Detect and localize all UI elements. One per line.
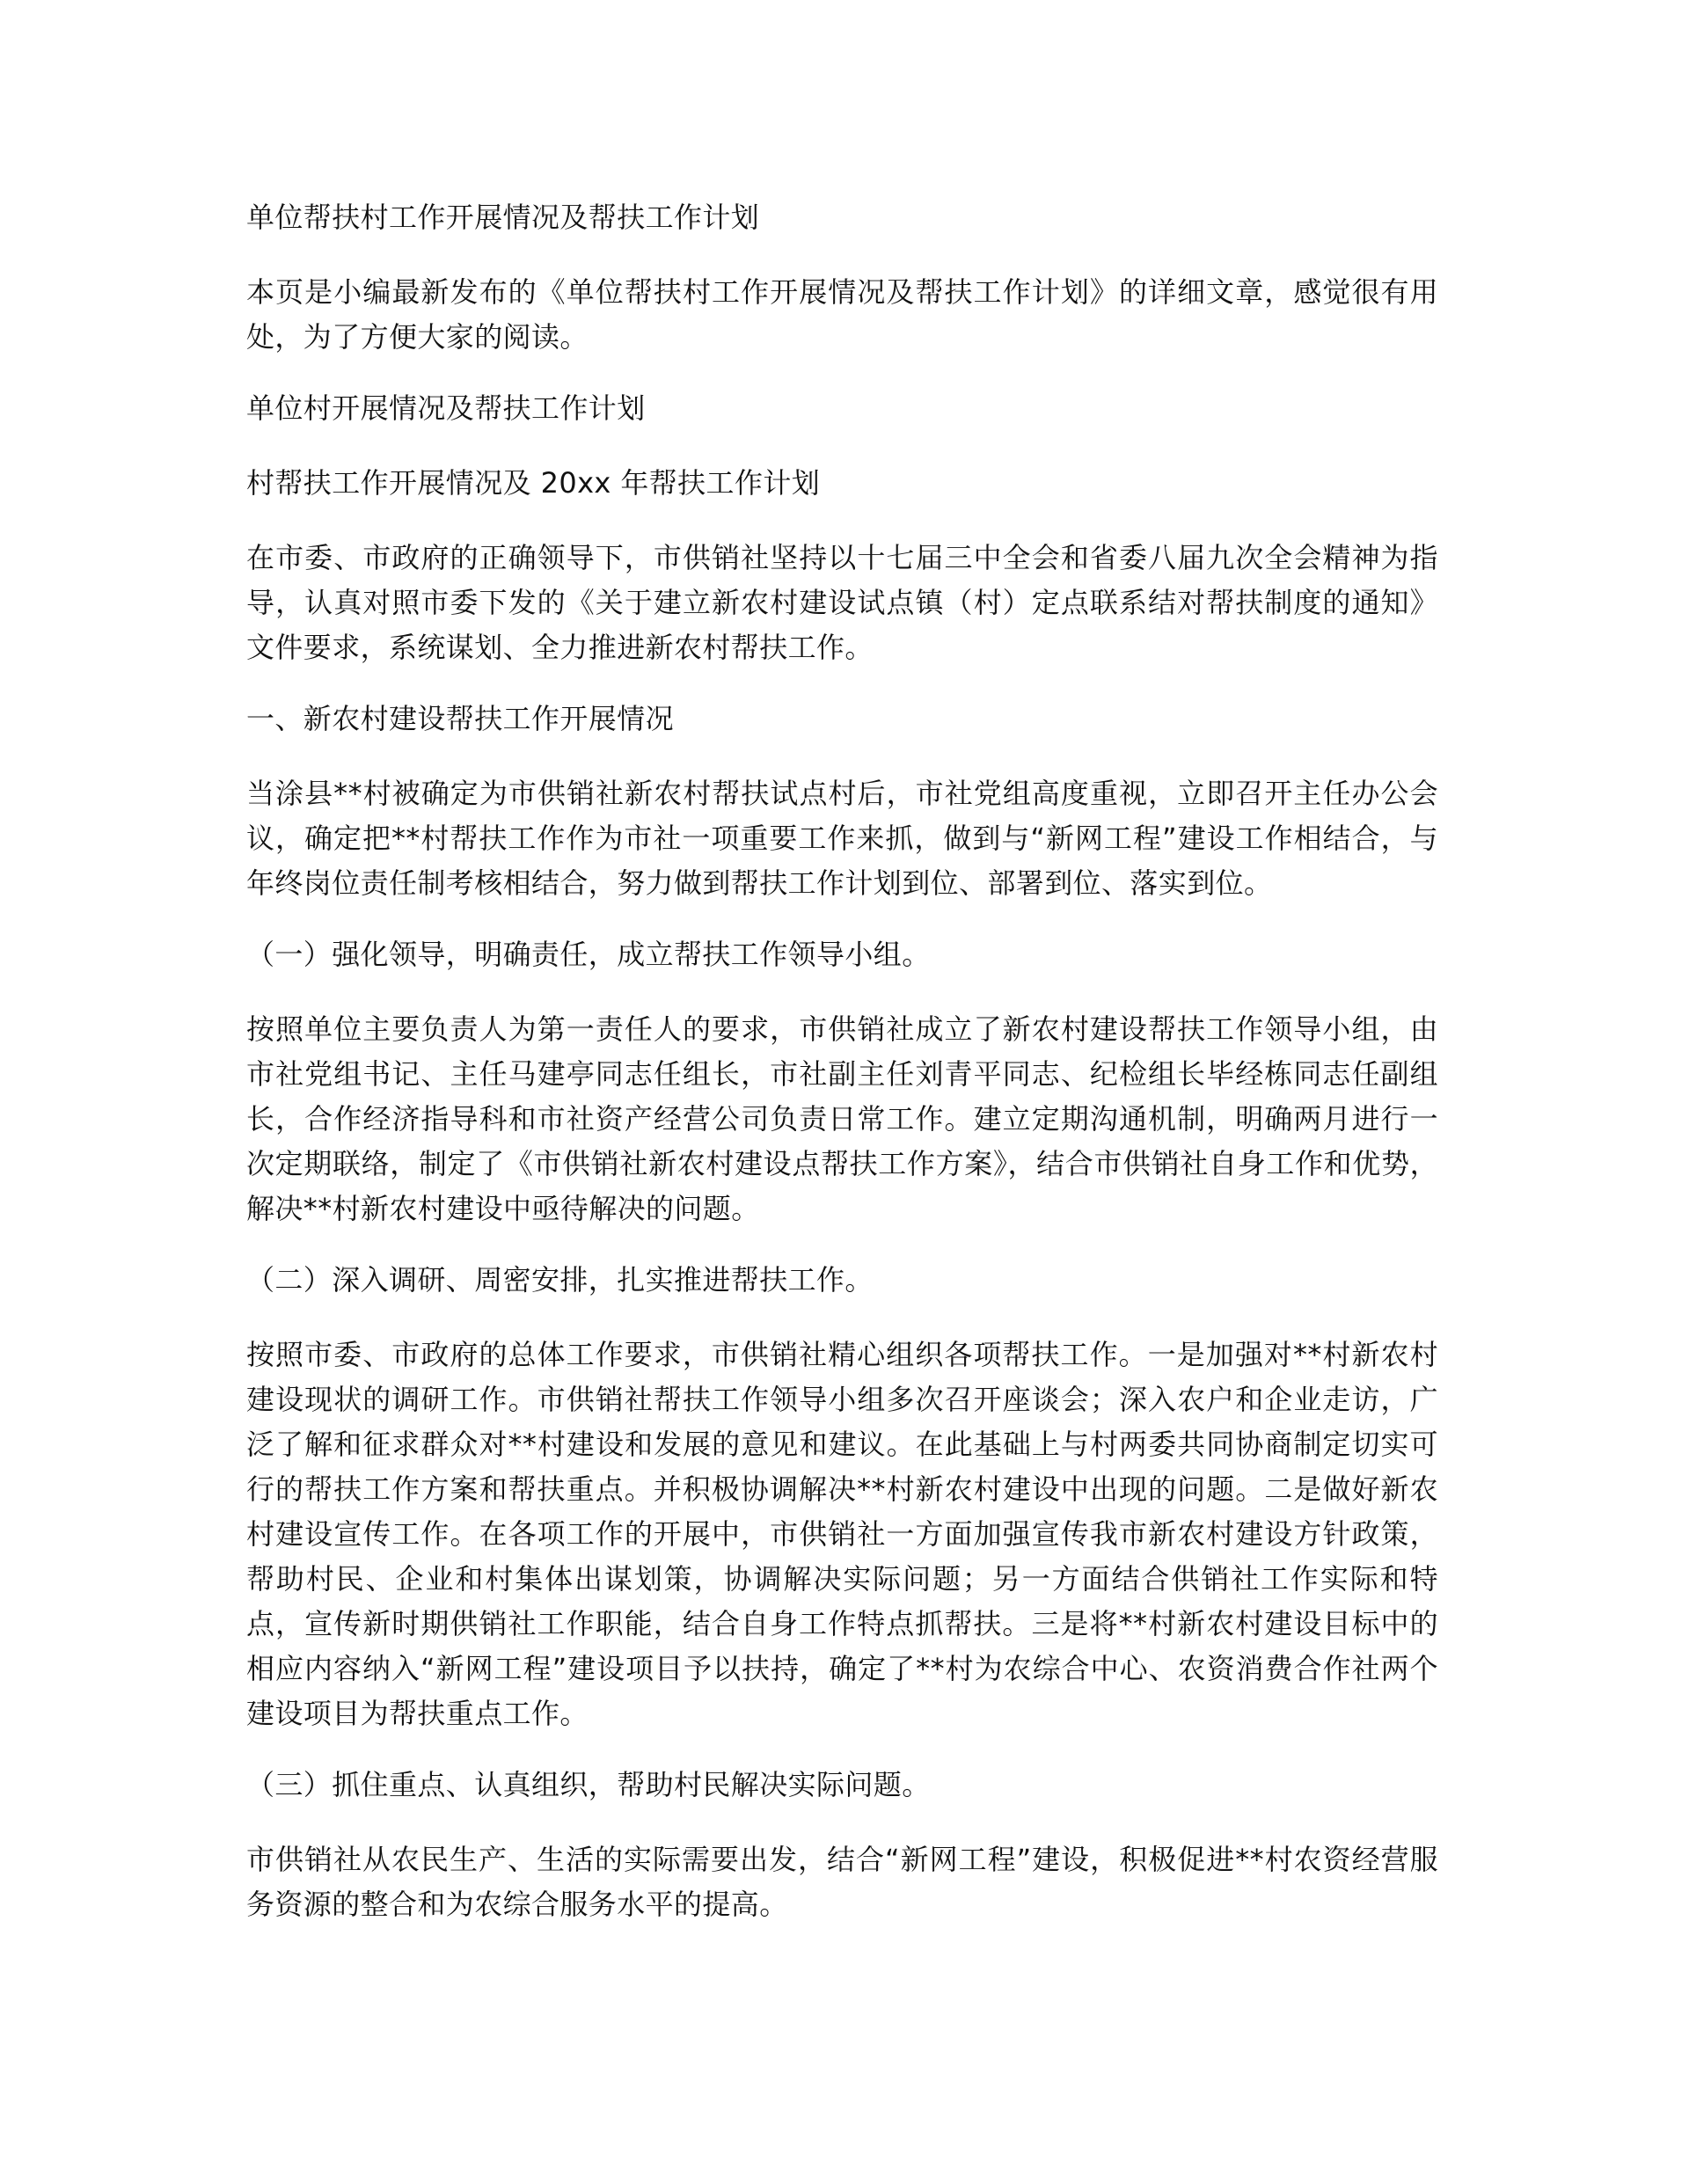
subsection-heading-3: （三）抓住重点、认真组织，帮助村民解决实际问题。 — [246, 1768, 931, 1801]
subsection-heading-1: （一）强化领导，明确责任，成立帮扶工作领导小组。 — [246, 938, 931, 971]
subtitle-heading: 单位村开展情况及帮扶工作计划 — [246, 391, 646, 425]
document-title: 单位帮扶村工作开展情况及帮扶工作计划 — [246, 201, 760, 234]
body-paragraph: 市供销社从农民生产、生活的实际需要出发，结合“新网工程”建设，积极促进**村农资经营服务资源的整合和为农综合服务水平的提高。 — [246, 1843, 1438, 1921]
body-paragraph: 按照市委、市政府的总体工作要求，市供销社精心组织各项帮扶工作。一是加强对**村新农村建设现状的调研工作。市供销社帮扶工作领导小组多次召开座谈会；深入农户和企业走访，广泛了解和征求群众对**村建设和发展的意见和建议。在此基础上与村两委共同协商制定切实可行的帮扶工作方案和帮扶重点。并积极协调解决**村新农村建设中出现的问题。二是做好新农村建设宣传工作。在各项工作的开展中，市供销社一方面加强宣传我市新农村建设方针政策，帮助村民、企业和村集体出谋划策，协调解决实际问题；另一方面结合供销社工作实际和特点，宣传新时期供销社工作职能，结合自身工作特点抓帮扶。三是将**村新农村建设目标中的相应内容纳入“新网工程”建设项目予以扶持，确定了**村为农综合中心、农资消费合作社两个建设项目为帮扶重点工作。 — [246, 1338, 1438, 1730]
document-body — [246, 195, 1438, 1954]
intro-paragraph: 本页是小编最新发布的《单位帮扶村工作开展情况及帮扶工作计划》的详细文章，感觉很有用处，为了方便大家的阅读。 — [246, 275, 1438, 354]
body-paragraph: 当涂县**村被确定为市供销社新农村帮扶试点村后，市社党组高度重视，立即召开主任办公会议，确定把**村帮扶工作作为市社一项重要工作来抓，做到与“新网工程”建设工作相结合，与年终岗位责任制考核相结合，努力做到帮扶工作计划到位、部署到位、落实到位。 — [246, 777, 1438, 900]
section-heading-1: 一、新农村建设帮扶工作开展情况 — [246, 702, 675, 735]
subsection-heading-2: （二）深入调研、周密安排，扎实推进帮扶工作。 — [246, 1263, 874, 1297]
plan-heading: 村帮扶工作开展情况及 20xx 年帮扶工作计划 — [246, 466, 821, 500]
body-paragraph: 按照单位主要负责人为第一责任人的要求，市供销社成立了新农村建设帮扶工作领导小组，由市社党组书记、主任马建亭同志任组长，市社副主任刘青平同志、纪检组长毕经栋同志任副组长，合作经济指导科和市社资产经营公司负责日常工作。建立定期沟通机制，明确两月进行一次定期联络，制定了《市供销社新农村建设点帮扶工作方案》，结合市供销社自身工作和优势，解决**村新农村建设中亟待解决的问题。 — [246, 1012, 1438, 1225]
body-paragraph: 在市委、市政府的正确领导下，市供销社坚持以十七届三中全会和省委八届九次全会精神为指导，认真对照市委下发的《关于建立新农村建设试点镇（村）定点联系结对帮扶制度的通知》文件要求，系统谋划、全力推进新农村帮扶工作。 — [246, 541, 1438, 664]
